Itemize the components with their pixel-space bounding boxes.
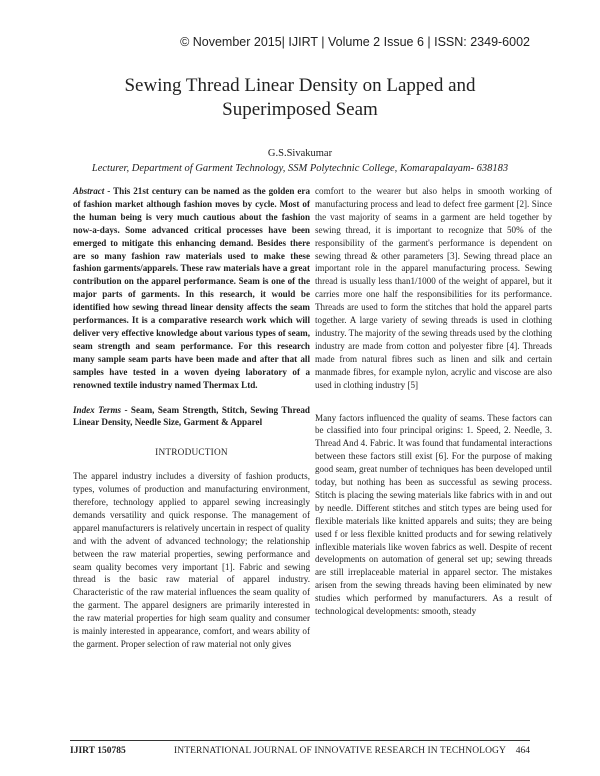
author-affiliation: Lecturer, Department of Garment Technology, SSM Polytechnic College, Komarapalayam- 638183 bbox=[91, 163, 509, 174]
title-line-2: Superimposed Seam bbox=[222, 99, 378, 120]
abstract-paragraph bbox=[73, 185, 310, 392]
introduction-heading: INTRODUCTION bbox=[155, 448, 228, 459]
introduction-paragraph-2: comfort to the wearer but also helps in smooth working of manufacturing process and lead to defect free garment [2]. Since the vast majority of seams in a garment are held together by sewing thread, it is important to recognize that 50% of the responsibility of the garment's performance is dependent on sewing thread & other parameters [3]. Sewing thread place an important role in the apparel manufacturing process. Sewing thread is usually less than1/1000 of the weight of apparel, but it carries more one half the responsibilities for its performance. Threads are used to form the stitches that hold the apparel parts together. A large variety of sewing threads is used in clothing industry. The majority of the sewing threads used by the clothing industry are made from cotton and polyester fibre [4]. Threads made from natural fibres such as linen and silk and certain manmade fibres, for example nylon, acrylic and viscose are also used in clothing industry [5] bbox=[315, 186, 552, 390]
introduction-paragraph-1: The apparel industry includes a diversity of fashion products, types, volumes of production and manufacturing environment, therefore, technology applied to apparel sewing increasingly demands versatility and quick response. The management of apparel manufacturers is relatively uncertain in respect of quality and with the advent of advanced technology; the relationship between the raw material properties, sewing performance and seam quality becomes very important [1]. Fabric and sewing thread is the basic raw material of apparel industry. Characteristic of the raw material influences the seam quality of the garment. The apparel designers are primarily interested in the raw material properties for high seam quality and consumer is mainly interested in appearance, comfort, and wears ability of the garment. Proper selection of raw material not only gives bbox=[73, 471, 310, 649]
footer-divider bbox=[70, 740, 530, 741]
abstract-label: Abstract bbox=[73, 186, 105, 196]
paper-title bbox=[60, 74, 540, 122]
introduction-paragraph-3: Many factors influenced the quality of seams. These factors can be classified into four principal origins: 1. Speed, 2. Needle, 3. Thread And 4. Fabric. It was found that fundamental interactions between these factors still exist [6]. For the purpose of making good seam, great number of techniques has been developed until today, but nothing has been as successful as sewing process. Stitch is placing the sewing materials like fabrics with in and out by needle. Different stitches and stitch types are being used for flexible materials like knitted apparels and suits; they are being used f or less flexible knitted products and for sewing relatively inflexible materials like woven fabrics as well. Despite of recent developments on automation of general set up; sewing threads are still irreplaceable material in apparel sector. The mistakes arisen from the sewing threads having been eliminated by new studies which performed by manufacturers. As a result of technological developments: smooth, steady bbox=[315, 412, 552, 617]
index-terms-paragraph bbox=[73, 404, 310, 430]
footer-journal-name: INTERNATIONAL JOURNAL OF INNOVATIVE RESEARCH IN TECHNOLOGY bbox=[174, 746, 506, 756]
right-column bbox=[315, 185, 552, 618]
title-line-1: Sewing Thread Linear Density on Lapped and bbox=[124, 75, 476, 96]
running-head: © November 2015| IJIRT | Volume 2 Issue 6 | ISSN: 2349-6002 bbox=[180, 35, 530, 49]
footer-page-number: 464 bbox=[515, 746, 530, 756]
abstract-text: - This 21st century can be named as the golden era of fashion market although fashion moves by cycle. Most of the human being is very much cautious about the fashion now-a-days. Some advanced critical processes have been emerged to mitigate this enhancing demand. Besides there are so many fashion raw materials used to make these fashion garments/apparels. These raw materials have a great contribution on the apparel performance. Seam is one of the major parts of garments. In this research, it would be identified how sewing thread linear density affects the seam performances. It is a comparative research work which will deliver very effective knowledge about various types of seam, seam strength and seam performance. For this research many sample seam parts have been made and after that all samples have tested in a woven dyeing laboratory of a renowned textile industry named Thermax Ltd. bbox=[73, 186, 310, 390]
left-column bbox=[73, 185, 310, 651]
index-terms-label: Index Terms bbox=[73, 404, 122, 415]
footer-paper-id: IJIRT 150785 bbox=[70, 746, 126, 756]
author-name: G.S.Sivakumar bbox=[267, 148, 333, 159]
index-terms-text: - Seam, Seam Strength, Stitch, Sewing Thread Linear Density, Needle Size, Garment & Apparel bbox=[73, 404, 310, 428]
